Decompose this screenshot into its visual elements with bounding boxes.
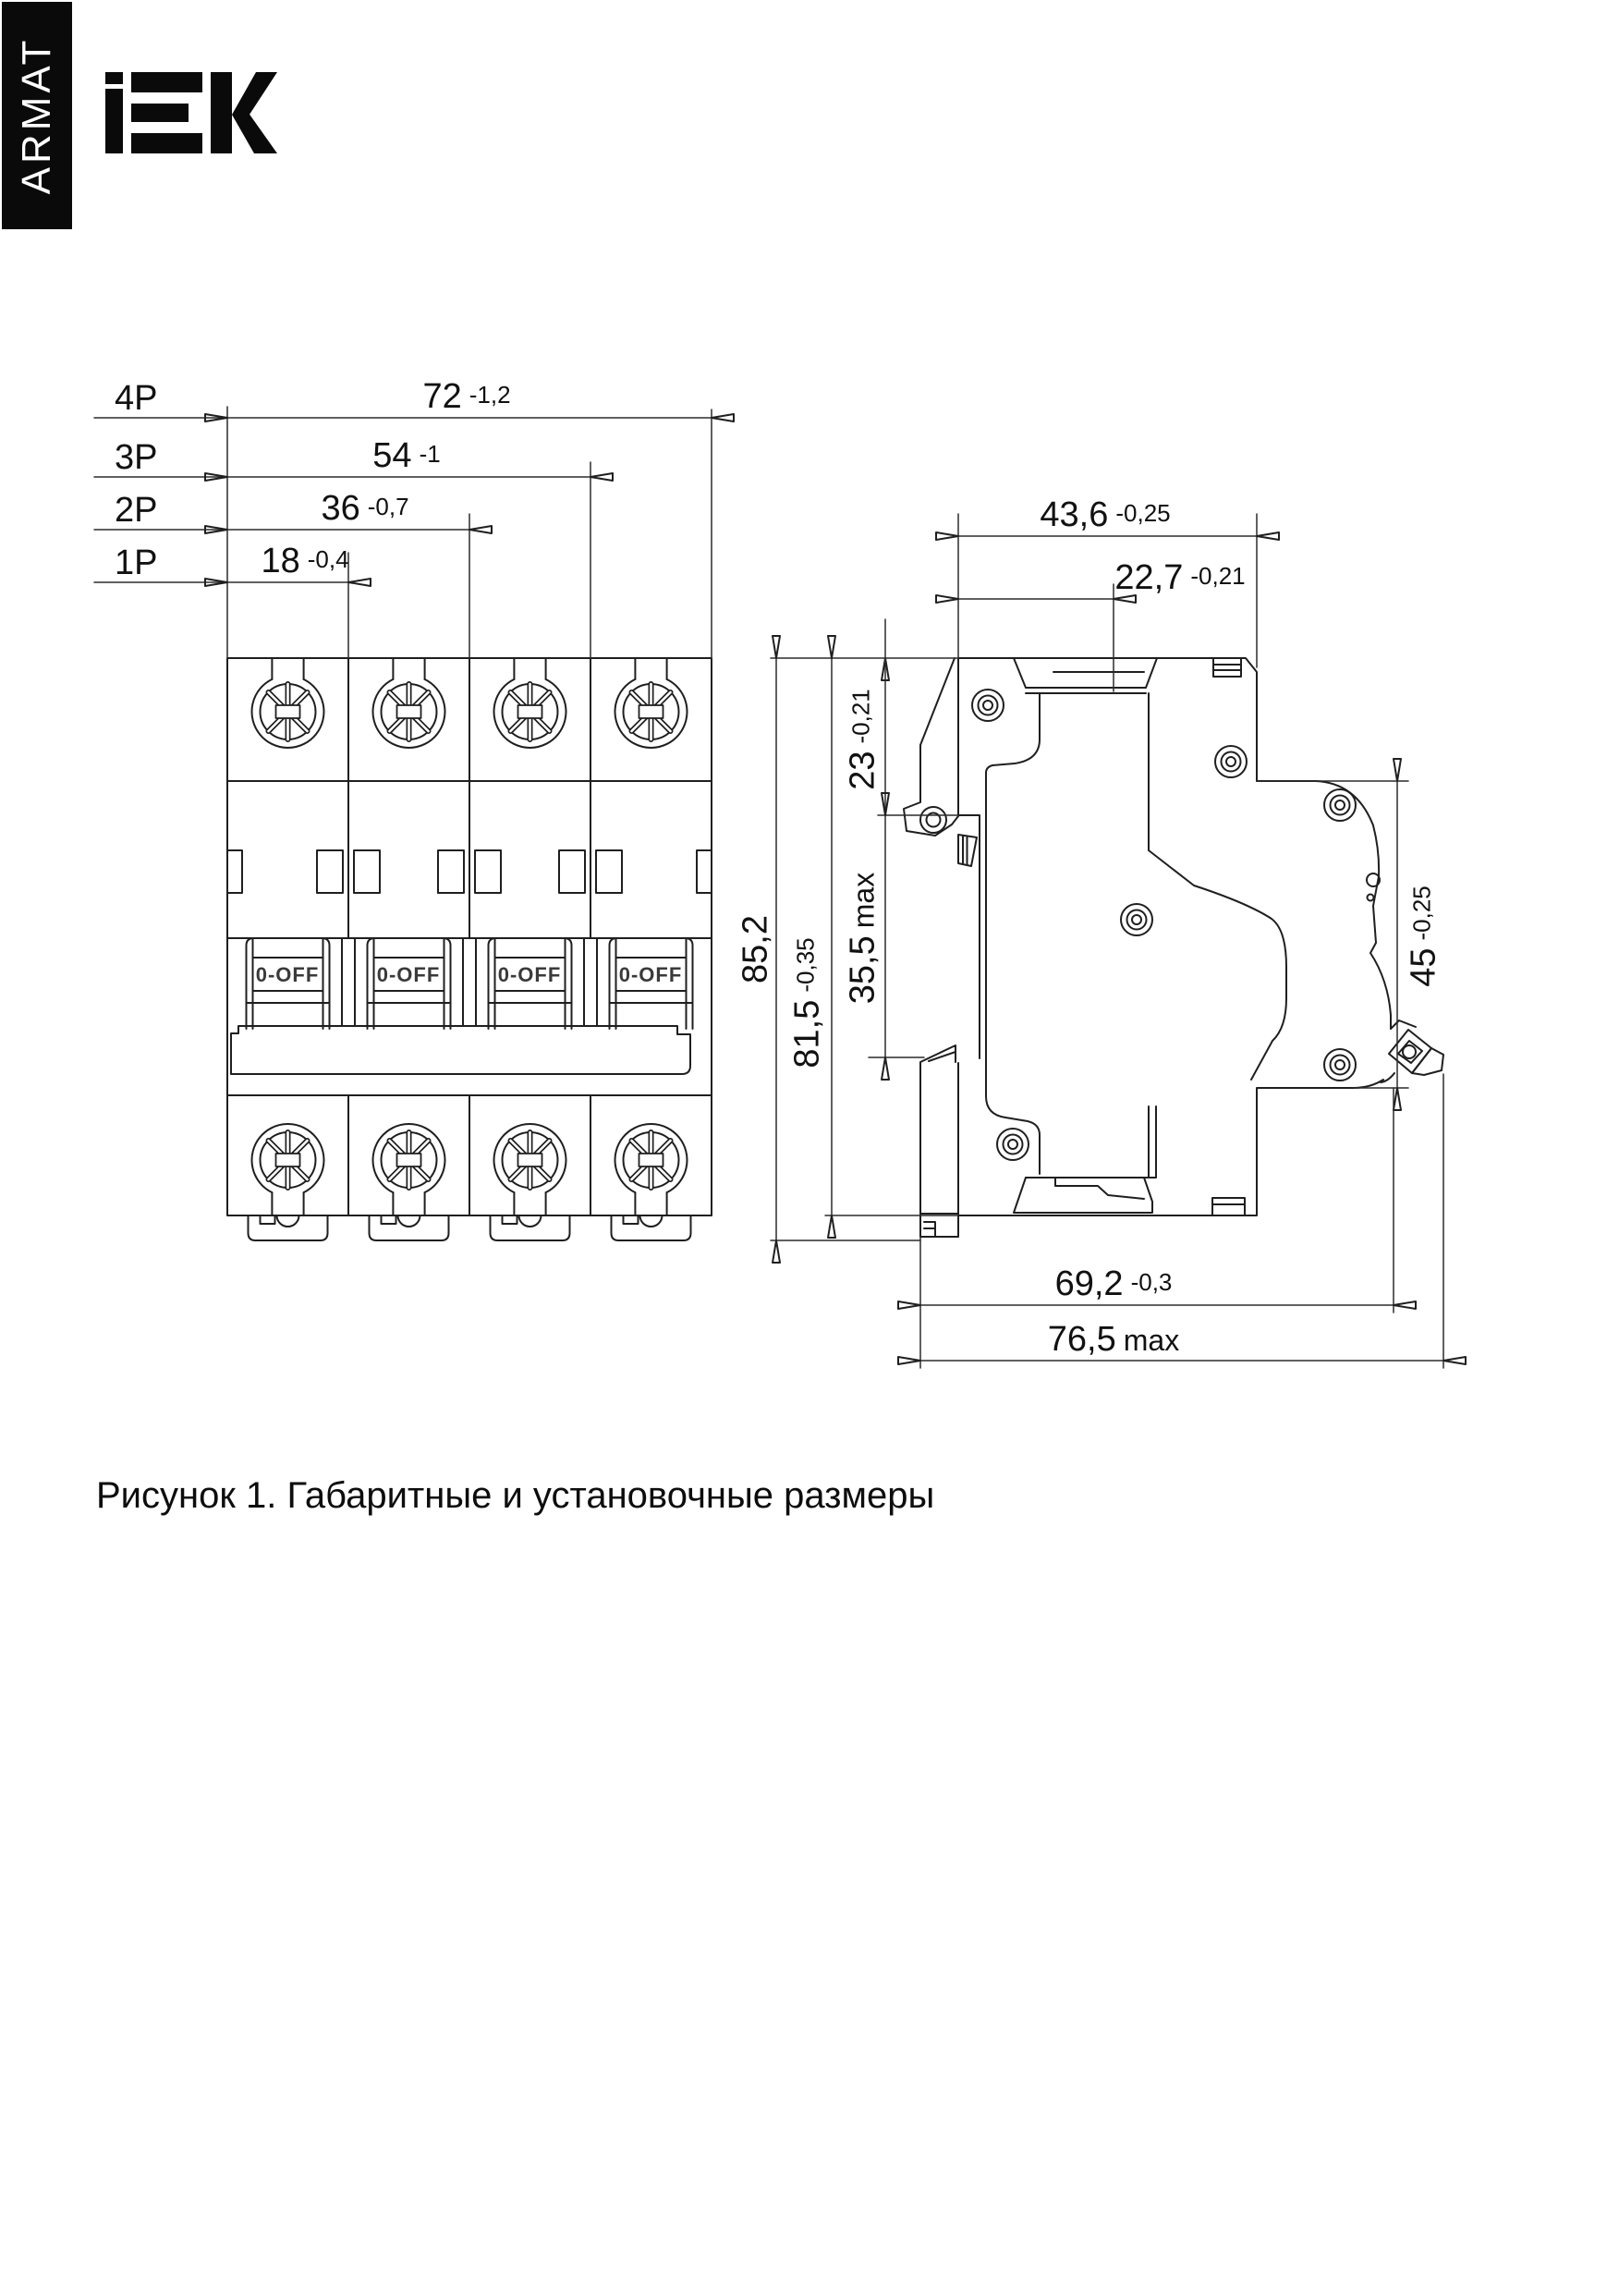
terminal-screw-hole (1403, 1045, 1416, 1058)
vent-slot (227, 850, 242, 893)
din-catch (904, 658, 958, 836)
vent-slot (354, 850, 380, 893)
terminal-screw-icon (494, 658, 566, 748)
rivet-icon (920, 807, 946, 833)
terminal-screw-icon (373, 1124, 445, 1215)
side-outline-top (958, 658, 1257, 781)
din-foot (491, 1215, 570, 1240)
terminal-screw-icon (252, 658, 324, 748)
dim-width-3p: 54 -1 (372, 436, 441, 475)
pole-label-2p: 2P (115, 491, 158, 530)
din-foot (249, 1215, 328, 1240)
inner-contour-bottom (1026, 1106, 1156, 1178)
din-clip-foot (1014, 1178, 1152, 1213)
rivet-icon (972, 690, 1004, 721)
toggle-marking: 0-OFF (255, 963, 320, 986)
top-tab-lines (1213, 665, 1241, 670)
terminal-screw-icon (615, 658, 688, 748)
vent-slot (438, 850, 464, 893)
dim-body-depth: 69,2 -0,3 (1054, 1264, 1173, 1303)
terminal-screw-head (1389, 1030, 1431, 1073)
rivet-icon (997, 1129, 1029, 1160)
pole-label-1p: 1P (115, 543, 158, 582)
top-pocket (1014, 658, 1157, 693)
vent-slot (475, 850, 501, 893)
dim-width-1p: 18 -0,4 (261, 542, 349, 580)
din-slot-wedge (958, 835, 977, 866)
inner-contour-left (986, 693, 1040, 1174)
dim-max-depth: 76,5 max (1047, 1320, 1180, 1359)
toggle-marking: 0-OFF (497, 963, 562, 986)
handle-tie-bar (231, 1026, 690, 1074)
pole-divider (342, 658, 355, 1215)
terminal-screw-icon (252, 1124, 324, 1215)
dim-top-to-din: 23 -0,21 (843, 689, 883, 790)
side-view (904, 658, 1443, 1237)
toggle-pin-small (1368, 895, 1374, 901)
terminal-screw-icon (494, 1124, 566, 1215)
vent-slot (596, 850, 622, 893)
terminal-screw-side (1381, 1020, 1416, 1082)
terminal-screw-tip (1412, 1048, 1443, 1075)
vent-slot (697, 850, 712, 893)
pole-divider (463, 658, 476, 1215)
dim-depth-top: 43,6 -0,25 (1040, 495, 1171, 534)
dim-din-offset: 22,7 -0,21 (1114, 558, 1246, 597)
dim-front-height: 45 -0,25 (1404, 885, 1443, 987)
rivet-icon (1215, 746, 1247, 777)
pole-label-4p: 4P (115, 379, 158, 418)
vent-slot (317, 850, 343, 893)
vent-slot (559, 850, 585, 893)
din-foot (370, 1215, 449, 1240)
din-slot (958, 815, 980, 1058)
dim-body-height: 81,5 -0,35 (787, 937, 827, 1069)
dim-din-zone: 35,5 max (843, 872, 883, 1005)
terminal-screw-icon (373, 658, 445, 748)
series-label: ARMAT (14, 36, 59, 195)
dim-width-2p: 36 -0,7 (321, 489, 409, 528)
rivet-icon (1324, 1049, 1356, 1081)
dim-width-4p: 72 -1,2 (422, 377, 511, 416)
rivet-icon (1324, 789, 1356, 821)
dim-overall-height: 85,2 (736, 915, 775, 983)
terminal-screw-inner (1398, 1041, 1422, 1063)
terminal-screw-icon (615, 1124, 688, 1215)
inner-contour-right (1149, 693, 1286, 1080)
toggle-marking: 0-OFF (618, 963, 683, 986)
din-foot (612, 1215, 691, 1240)
rivet-icon (1121, 904, 1152, 935)
figure-caption: Рисунок 1. Габаритные и установочные размеры (96, 1475, 935, 1516)
front-view (227, 658, 712, 1240)
pole-divider (584, 658, 597, 1215)
bottom-tab (1212, 1198, 1245, 1215)
toggle-marking: 0-OFF (376, 963, 441, 986)
top-tab (1213, 658, 1241, 677)
din-clip (920, 1045, 958, 1237)
side-outline-right-upper (1257, 781, 1391, 1029)
pole-label-3p: 3P (115, 438, 158, 477)
